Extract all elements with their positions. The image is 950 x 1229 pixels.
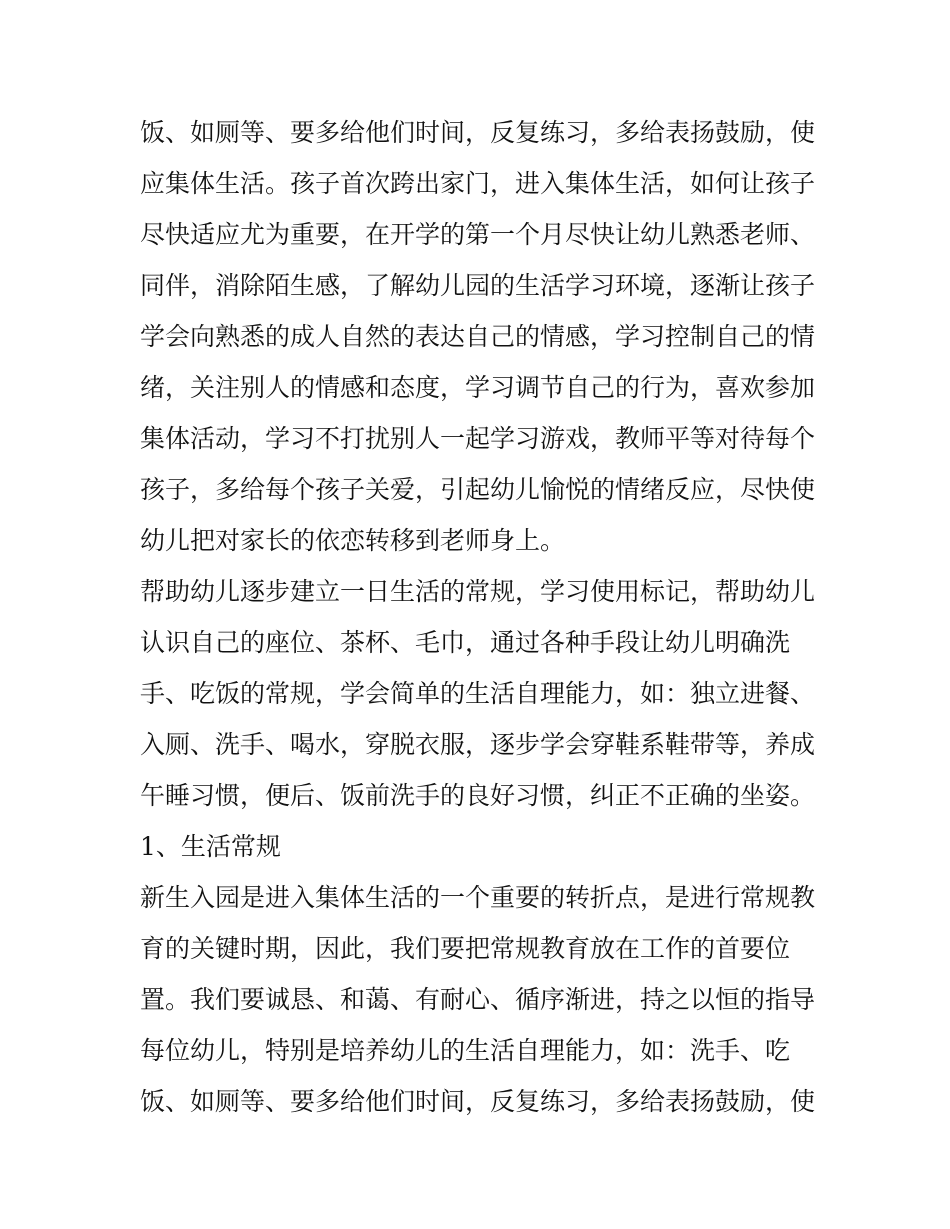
text-line: 帮助幼儿逐步建立一日生活的常规，学习使用标记，帮助幼儿 xyxy=(140,577,816,606)
section-heading: 1、生活常规 xyxy=(140,832,281,861)
text-line: 集体活动，学习不打扰别人一起学习游戏，教师平等对待每个 xyxy=(140,424,816,453)
text-line: 每位幼儿，特别是培养幼儿的生活自理能力，如：洗手、吃 xyxy=(140,1036,791,1065)
text-line: 午睡习惯，便后、饭前洗手的良好习惯，纠正不正确的坐姿。 xyxy=(140,781,816,810)
document-body xyxy=(140,107,820,1127)
text-line: 置。我们要诚恳、和蔼、有耐心、循序渐进，持之以恒的指导 xyxy=(140,985,816,1014)
text-line: 手、吃饭的常规，学会简单的生活自理能力，如：独立进餐、 xyxy=(140,679,816,708)
text-line: 绪，关注别人的情感和态度，学习调节自己的行为，喜欢参加 xyxy=(140,373,816,402)
text-line: 尽快适应尤为重要，在开学的第一个月尽快让幼儿熟悉老师、 xyxy=(140,220,816,249)
text-line: 饭、如厕等、要多给他们时间，反复练习，多给表扬鼓励，使 xyxy=(140,118,816,147)
text-line: 孩子，多给每个孩子关爱，引起幼儿愉悦的情绪反应，尽快使 xyxy=(140,475,816,504)
text-line: 学会向熟悉的成人自然的表达自己的情感，学习控制自己的情 xyxy=(140,322,816,351)
text-line: 应集体生活。孩子首次跨出家门，进入集体生活，如何让孩子 xyxy=(140,169,816,198)
text-line: 饭、如厕等、要多给他们时间，反复练习，多给表扬鼓励，使 xyxy=(140,1087,816,1116)
text-line: 入厕、洗手、喝水，穿脱衣服，逐步学会穿鞋系鞋带等，养成 xyxy=(140,730,816,759)
text-line: 同伴，消除陌生感，了解幼儿园的生活学习环境，逐渐让孩子 xyxy=(140,271,816,300)
text-line: 育的关键时期，因此，我们要把常规教育放在工作的首要位 xyxy=(140,934,791,963)
text-line: 新生入园是进入集体生活的一个重要的转折点，是进行常规教 xyxy=(140,883,816,912)
text-line: 幼儿把对家长的依恋转移到老师身上。 xyxy=(140,526,566,555)
text-line: 认识自己的座位、茶杯、毛巾，通过各种手段让幼儿明确洗 xyxy=(140,628,791,657)
